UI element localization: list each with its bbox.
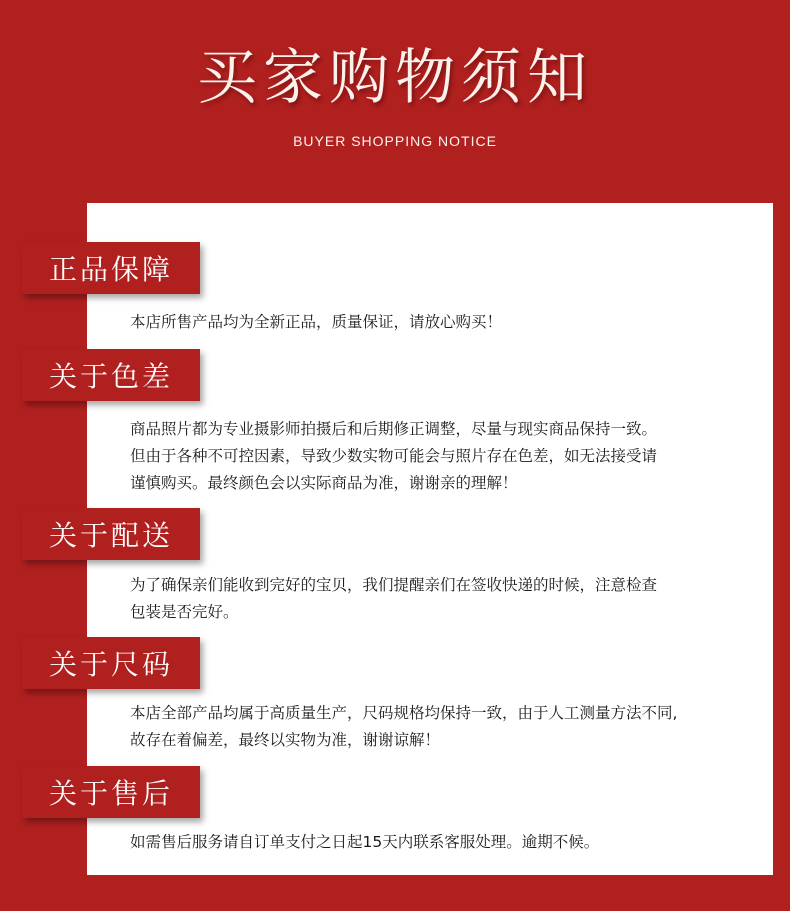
section-tag-color-difference: 关于色差 [22,349,200,401]
page-subtitle: BUYER SHOPPING NOTICE [293,133,497,149]
section-text-color-difference: 商品照片都为专业摄影师拍摄后和后期修正调整，尽量与现实商品保持一致。 但由于各种不可控因素，导致少数实物可能会与照片存在色差，如无法接受请 谨慎购买。最终颜色会以实际商品为准，谢谢亲的理解！ [130,420,658,492]
section-text-delivery: 为了确保亲们能收到完好的宝贝，我们提醒亲们在签收快递的时候，注意检查 包装是否完好。 [130,576,658,621]
section-tag-delivery: 关于配送 [22,508,200,560]
section-tag-after-sales: 关于售后 [22,766,200,818]
section-text-authentic: 本店所售产品均为全新正品，质量保证，请放心购买！ [130,313,503,331]
section-tag-authentic: 正品保障 [22,242,200,294]
section-text-after-sales: 如需售后服务请自订单支付之日起15天内联系客服处理。逾期不候。 [130,833,600,851]
section-text-sizing: 本店全部产品均属于高质量生产，尺码规格均保持一致，由于人工测量方法不同, 故存在着偏差，最终以实物为准，谢谢谅解！ [130,704,678,749]
section-tag-sizing: 关于尺码 [22,637,200,689]
page-title: 买家购物须知 [197,43,593,113]
